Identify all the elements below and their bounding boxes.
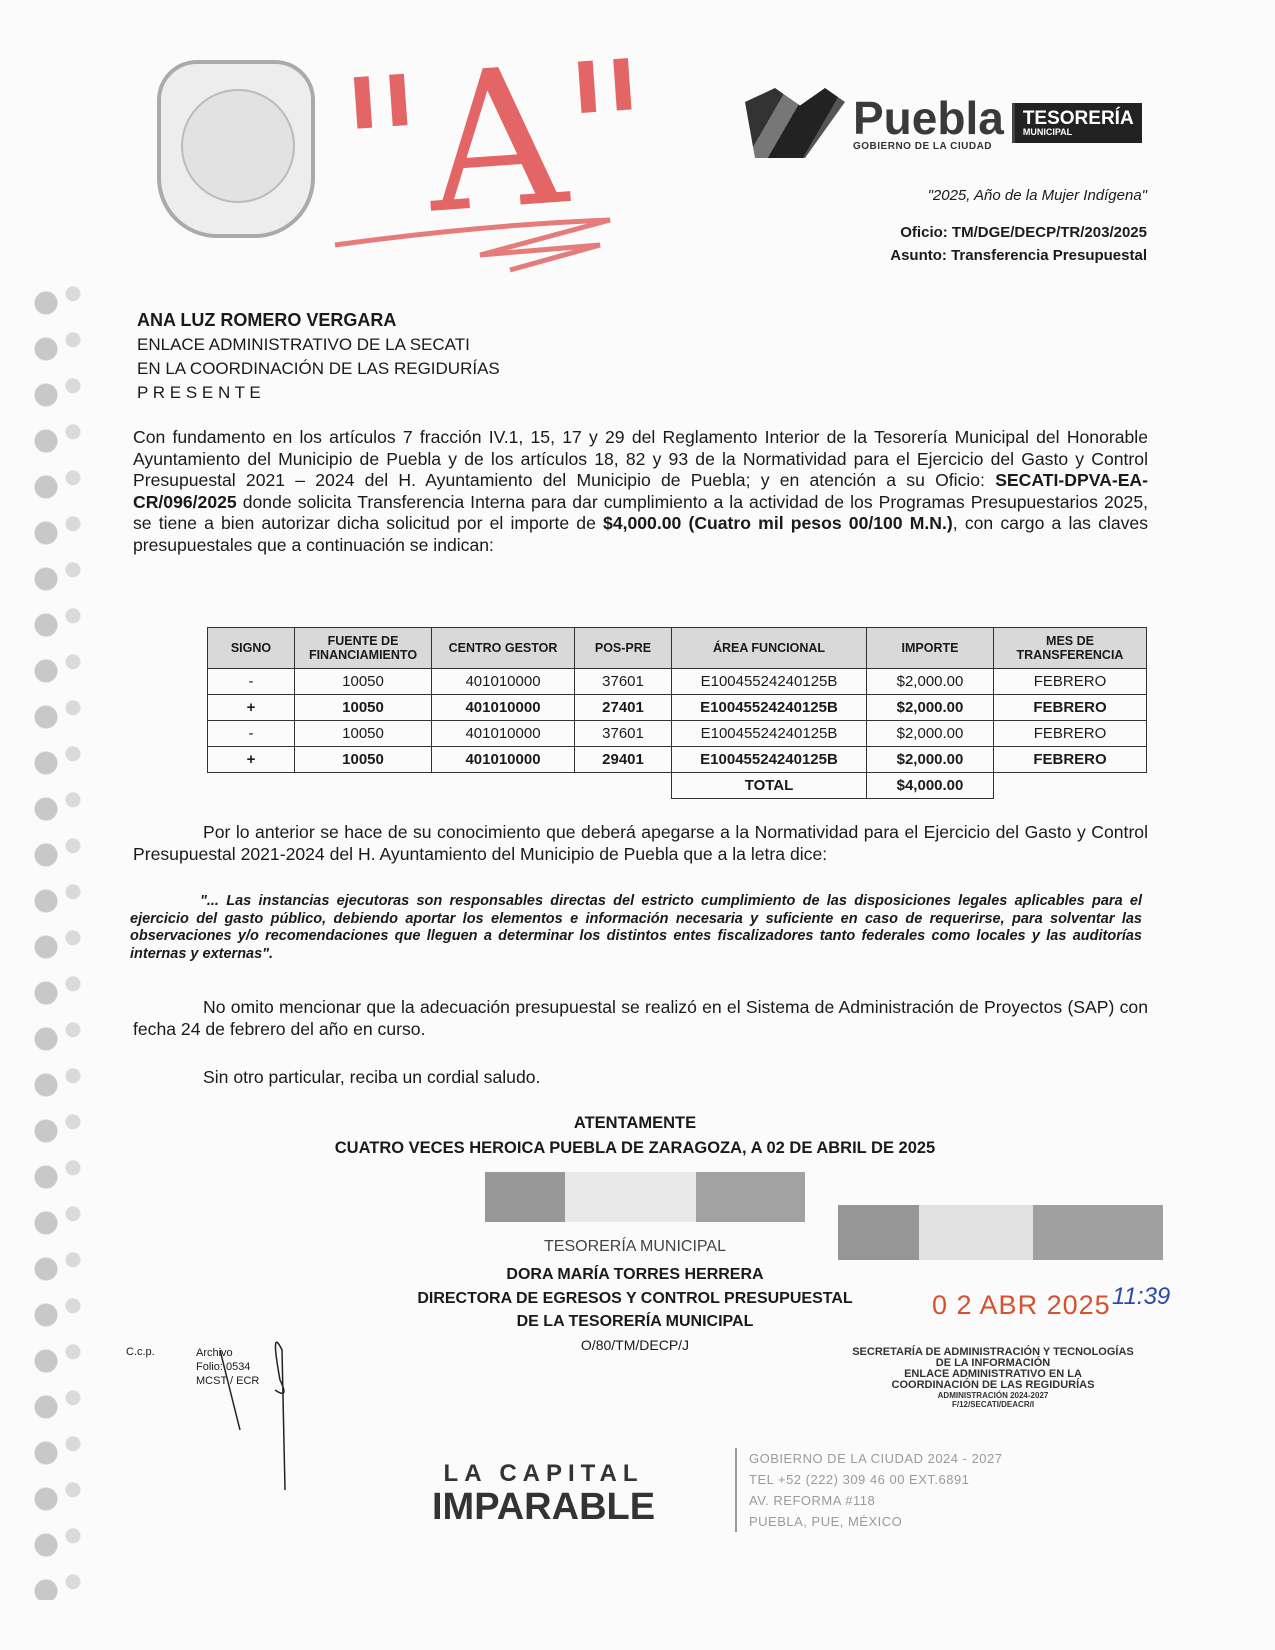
- body-paragraph-4: Sin otro particular, reciba un cordial saludo.: [203, 1067, 541, 1087]
- table-cell: FEBRERO: [994, 721, 1147, 747]
- addressee-line: EN LA COORDINACIÓN DE LAS REGIDURÍAS: [137, 359, 500, 378]
- table-cell: 27401: [575, 695, 672, 721]
- signer-title: DIRECTORA DE EGRESOS Y CONTROL PRESUPUESTAL: [417, 1290, 853, 1307]
- logo-text: Puebla: [853, 91, 1004, 144]
- handwritten-mark: "A": [332, 19, 660, 262]
- addressee-name: ANA LUZ ROMERO VERGARA: [137, 310, 397, 330]
- atentamente: ATENTAMENTE: [573, 1114, 697, 1132]
- total-row: [208, 773, 1147, 799]
- total-label: TOTAL: [672, 773, 867, 799]
- ccp-label: C.c.p.: [126, 1346, 155, 1358]
- table-cell: E10045524240125B: [672, 669, 867, 695]
- body-paragraph-2: Por lo anterior se hace de su conocimiento que deberá apegarse a la Normatividad para el Ejercicio del Gasto y Control Presupuestal 2021-2024 del H. Ayuntamiento del Municipio de Puebla que a la letra dice:: [133, 822, 1148, 864]
- column-header: IMPORTE: [867, 628, 994, 669]
- addressee-line: ENLACE ADMINISTRATIVO DE LA SECATI: [137, 335, 470, 354]
- table-cell: E10045524240125B: [672, 747, 867, 773]
- logo-emblem-icon: [745, 88, 845, 158]
- table-row: [208, 669, 1147, 695]
- motto: "2025, Año de la Mujer Indígena": [927, 187, 1147, 204]
- table-cell: $2,000.00: [867, 695, 994, 721]
- municipal-seal: [157, 60, 315, 238]
- addressee-line: P R E S E N T E: [137, 383, 261, 402]
- body-paragraph-1: Con fundamento en los artículos 7 fracción IV.1, 15, 17 y 29 del Reglamento Interior de la Tesorería Municipal del Honorable Ayuntamiento del Municipio de Puebla y de los artículos 18, 82 y 93 de la Normatividad para el Ejercicio del Gasto y Control Presupuestal 2021 – 2024 del H. Ayuntamiento del Municipio de Puebla; y en atención a su Oficio: SECATI-DPVA-EA-CR/096/2025 donde solicita Transferencia Interna para dar cumplimiento a la actividad de los Programas Presupuestarios 2025, se tiene a bien autorizar dicha solicitud por el importe de $4,000.00 (Cuatro mil pesos 00/100 M.N.), con cargo a las claves presupuestales que a continuación se indican:: [133, 427, 1148, 555]
- tesoreria-badge: TESORERÍA MUNICIPAL: [1012, 103, 1142, 143]
- budget-table: [207, 627, 1147, 799]
- column-header: SIGNO: [208, 628, 295, 669]
- column-header: MES DE TRANSFERENCIA: [994, 628, 1147, 669]
- initials-signature: [200, 1330, 300, 1500]
- table-cell: 401010000: [432, 747, 575, 773]
- table-cell: 10050: [295, 695, 432, 721]
- body-paragraph-3: No omito mencionar que la adecuación presupuestal se realizó en el Sistema de Administración de Proyectos (SAP) con fecha 24 de febrero del año en curso.: [133, 997, 1148, 1039]
- ccp-list: Archivo Folio: 0534 MCST / ECR: [196, 1347, 260, 1387]
- table-cell: +: [208, 747, 295, 773]
- oficio-number: Oficio: TM/DGE/DECP/TR/203/2025: [900, 224, 1147, 241]
- received-stamp-logo: [838, 1205, 1163, 1260]
- table-cell: 401010000: [432, 669, 575, 695]
- logo-subtitle: GOBIERNO DE LA CIUDAD: [853, 140, 993, 152]
- footer-contact: GOBIERNO DE LA CIUDAD 2024 - 2027 TEL +52 (222) 309 46 00 EXT.6891 AV. REFORMA #118 PUEBLA, PUE, MÉXICO: [735, 1448, 1002, 1532]
- table-cell: 10050: [295, 747, 432, 773]
- signer-name: DORA MARÍA TORRES HERRERA: [506, 1266, 764, 1283]
- table-cell: 10050: [295, 669, 432, 695]
- table-cell: E10045524240125B: [672, 695, 867, 721]
- table-cell: FEBRERO: [994, 669, 1147, 695]
- table-cell: 37601: [575, 721, 672, 747]
- normative-quote: "... Las instancias ejecutoras son responsables directas del estricto cumplimiento de las disposiciones legales aplicables para el ejercicio del gasto público, debiendo aportar los elementos e información necesaria y suficiente en caso de requerirse, para solventar las observaciones y/o recomendaciones que lleguen a determinar los distintos entes fiscalizadores tanto federales como locales y las auditorías internas y externas".: [130, 893, 1142, 962]
- table-cell: FEBRERO: [994, 695, 1147, 721]
- place-date: CUATRO VECES HEROICA PUEBLA DE ZARAGOZA, A 02 DE ABRIL DE 2025: [334, 1139, 936, 1157]
- column-header: POS-PRE: [575, 628, 672, 669]
- stamp-text: TESORERÍA MUNICIPAL: [544, 1238, 726, 1255]
- table-cell: E10045524240125B: [672, 721, 867, 747]
- la-capital-imparable-logo: LA CAPITAL IMPARABLE: [432, 1460, 656, 1528]
- table-cell: $2,000.00: [867, 721, 994, 747]
- table-cell: -: [208, 721, 295, 747]
- table-row: [208, 721, 1147, 747]
- table-cell: 10050: [295, 721, 432, 747]
- table-cell: 37601: [575, 669, 672, 695]
- received-time: 11:39: [1112, 1283, 1171, 1310]
- table-cell: 29401: [575, 747, 672, 773]
- received-date-stamp: 0 2 ABR 2025: [932, 1290, 1111, 1320]
- table-cell: +: [208, 695, 295, 721]
- table-cell: $2,000.00: [867, 747, 994, 773]
- signer-title-2: DE LA TESORERÍA MUNICIPAL: [516, 1313, 754, 1330]
- red-scribble: [330, 215, 620, 275]
- asunto: Asunto: Transferencia Presupuestal: [890, 247, 1147, 264]
- secati-stamp: SECRETARÍA DE ADMINISTRACIÓN Y TECNOLOGÍAS DE LA INFORMACIÓN ENLACE ADMINISTRATIVO EN LA COORDINACIÓN DE LAS REGIDURÍAS ADMINISTRACIÓN 2024-2027 F/12/SECATI/DEACR/I: [852, 1346, 1134, 1409]
- table-row: [208, 695, 1147, 721]
- signature-stamp-logo: [485, 1172, 805, 1222]
- table-cell: $2,000.00: [867, 669, 994, 695]
- column-header: CENTRO GESTOR: [432, 628, 575, 669]
- column-header: ÁREA FUNCIONAL: [672, 628, 867, 669]
- puebla-tesoreria-logo: [745, 88, 1142, 158]
- decorative-border: [28, 280, 88, 1600]
- reference-code: O/80/TM/DECP/J: [580, 1337, 690, 1353]
- table-cell: FEBRERO: [994, 747, 1147, 773]
- total-value: $4,000.00: [867, 773, 994, 799]
- addressee-block: [137, 308, 500, 405]
- table-cell: -: [208, 669, 295, 695]
- table-cell: 401010000: [432, 721, 575, 747]
- column-header: FUENTE DE FINANCIAMIENTO: [295, 628, 432, 669]
- table-row: [208, 747, 1147, 773]
- table-cell: 401010000: [432, 695, 575, 721]
